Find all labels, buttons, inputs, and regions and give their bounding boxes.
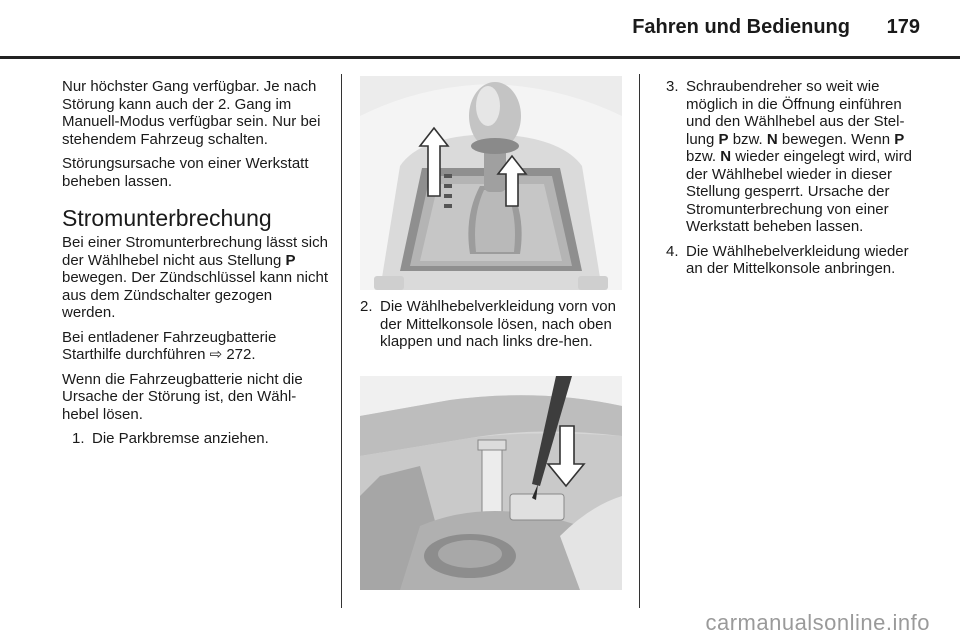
gear-position-label: P: [718, 130, 729, 148]
step-text: Die Wählhebelverkleidung wieder an der Mittelkonsole anbringen.: [686, 242, 909, 277]
list-item: [360, 298, 622, 351]
list-item: [72, 430, 328, 448]
list-item: [666, 78, 922, 236]
text-run: Schraubendreher so weit wie möglich in die Öffnung einführen und den Wählhebel aus der Stel-lung: [686, 78, 905, 148]
text-run: bzw.: [686, 148, 721, 165]
step-text: Die Wählhebelverkleidung vorn von der Mittelkonsole lösen, nach oben klappen und nach links dre-hen.: [380, 298, 616, 350]
text-run: bewegen. Der Zündschlüssel kann nicht aus dem Zündschalter gezogen werden.: [62, 269, 328, 321]
paragraph: [62, 329, 328, 364]
header-title: Fahren und Bedienung: [632, 16, 850, 38]
text-run: wieder eingelegt wird, wird der Wählhebel wieder in dieser Stellung gesperrt. Ursache der Stromunterbrechung von einer Werkstatt beheben lassen.: [686, 148, 912, 235]
step-number: 1.: [72, 430, 85, 447]
column-2: [360, 298, 622, 358]
section-title: Stromunterbrechung: [62, 205, 272, 231]
text-run: Bei entladener Fahrzeugbatterie Starthilfe durchführen: [62, 328, 277, 363]
step-number: 3.: [666, 78, 679, 95]
paragraph: [62, 234, 328, 322]
gear-position-label: P: [894, 130, 905, 148]
gear-selector-illustration: [360, 76, 622, 290]
page-reference-icon: ⇨: [209, 346, 223, 363]
paragraph: Nur höchster Gang verfügbar. Je nach Störung kann auch der 2. Gang im Manuell-Modus verfügbar sein. Nur bei stehendem Fahrzeug schalten.: [62, 78, 321, 148]
column-3: [666, 78, 922, 285]
column-1: [62, 78, 328, 455]
text-run: bzw.: [728, 130, 767, 148]
paragraph: Störungsursache von einer Werkstatt beheben lassen.: [62, 155, 309, 190]
step-number: 2.: [360, 298, 373, 315]
watermark: carmanualsonline.info: [705, 610, 930, 635]
paragraph: Wenn die Fahrzeugbatterie nicht die Ursache der Störung ist, den Wähl-hebel lösen.: [62, 370, 303, 423]
list-item: [666, 243, 922, 278]
column-divider-right: [639, 74, 640, 608]
gear-position-label: N: [766, 130, 778, 148]
header-rule: [0, 56, 960, 59]
gear-position-label: P: [285, 251, 296, 269]
page-number: 179: [886, 16, 920, 38]
page-reference[interactable]: 272.: [222, 346, 256, 363]
column-divider-left: [341, 74, 342, 608]
text-run: bewegen. Wenn: [777, 130, 895, 148]
screwdriver-illustration: [360, 376, 622, 590]
step-text: [686, 78, 912, 235]
text-run: Bei einer Stromunterbrechung lässt sich der Wählhebel nicht aus Stellung: [62, 234, 328, 269]
gear-position-label: N: [720, 148, 732, 165]
step-number: 4.: [666, 242, 679, 260]
step-text: Die Parkbremse anziehen.: [92, 430, 269, 447]
